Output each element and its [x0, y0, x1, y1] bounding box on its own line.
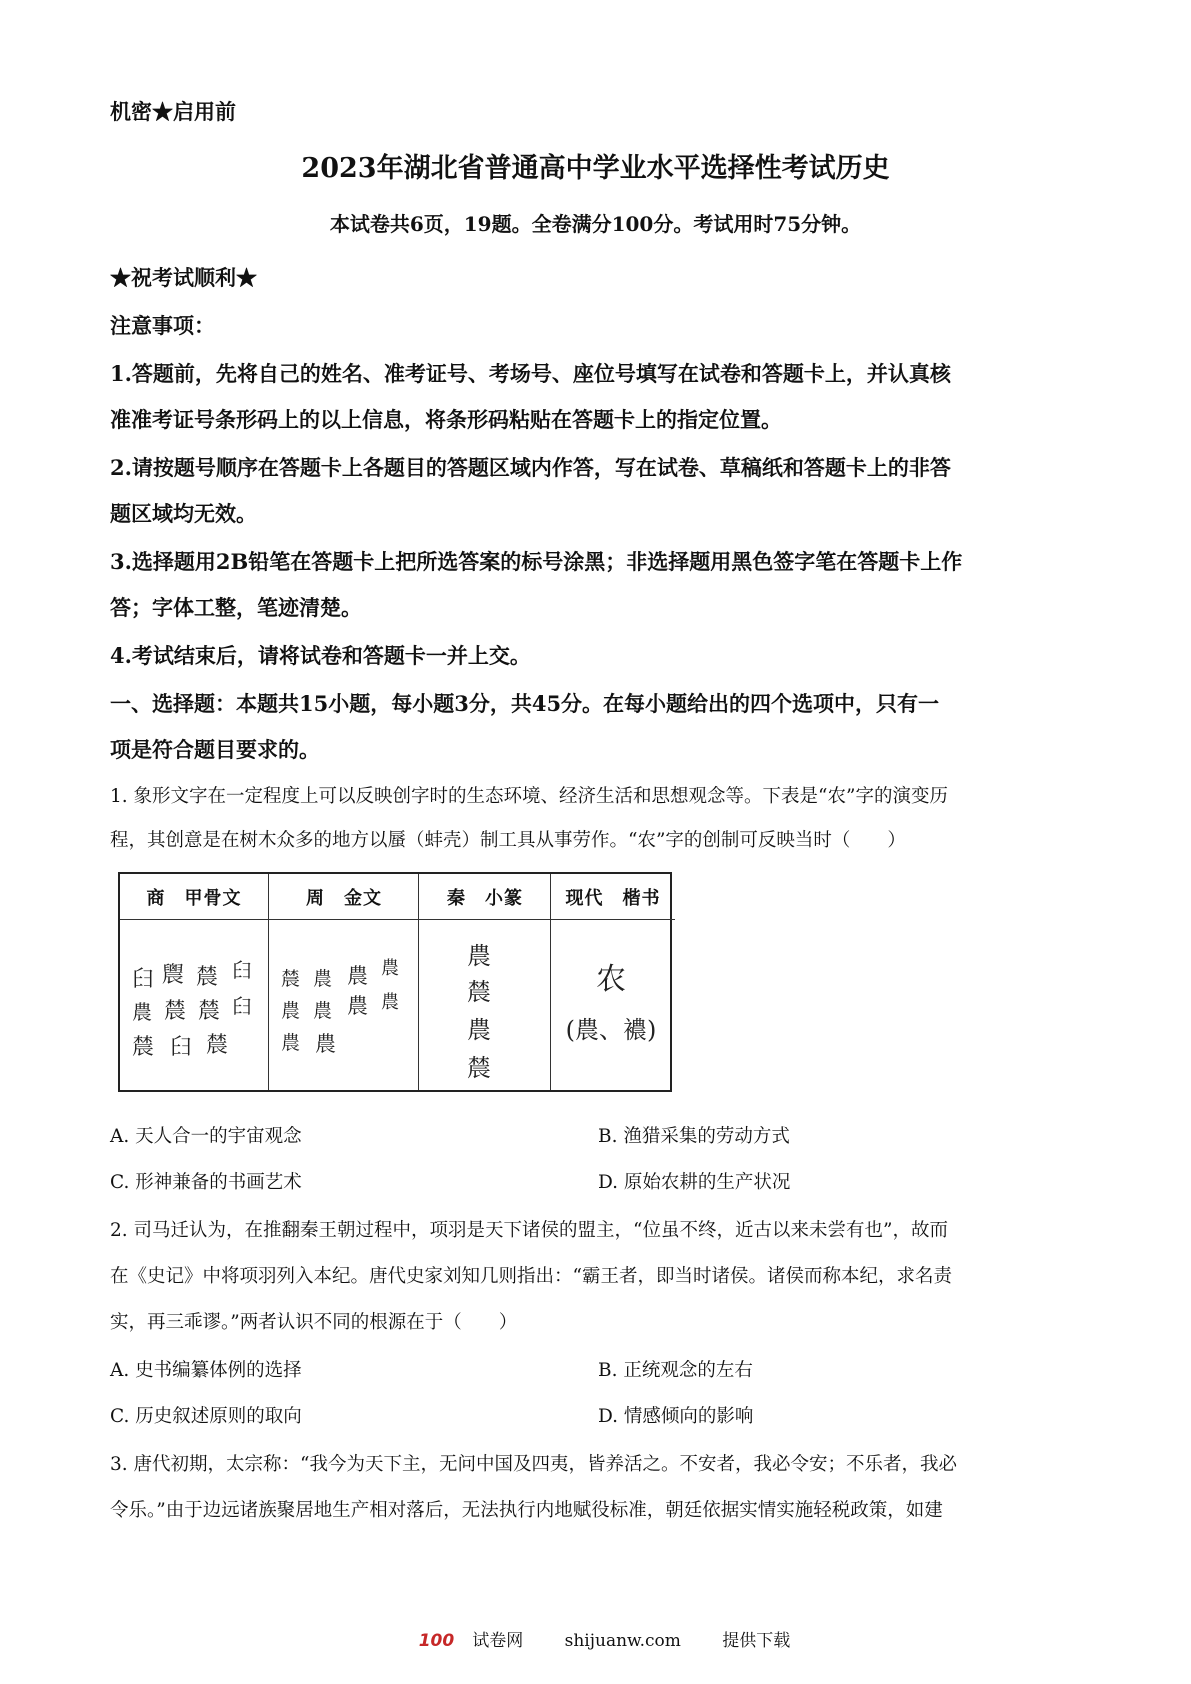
q2-option-c[interactable]: C. 历史叙述原则的取向	[110, 1406, 302, 1427]
table-header: 秦 小篆	[419, 874, 551, 920]
oracle-glyph: 辳	[198, 999, 221, 1024]
q2-stem-cont: 实，再三乖谬。”两者认识不同的根源在于（ ）	[110, 1312, 518, 1333]
bronze-glyph: 農	[381, 992, 399, 1013]
exam-subtitle: 本试卷共6页，19题。全卷满分100分。考试用时75分钟。	[329, 212, 862, 236]
table-header: 现代 楷书	[551, 874, 675, 920]
oracle-glyph: 𦥑	[170, 1035, 193, 1060]
q2-option-b[interactable]: B. 正统观念的左右	[598, 1360, 753, 1381]
bronze-glyph: 農	[381, 958, 399, 979]
confidential-label: 机密★启用前	[110, 99, 236, 124]
q3-stem-cont: 令乐。”由于边远诸族聚居地生产相对落后，无法执行内地赋役标准，朝廷依据实情实施轻税政策，如建	[110, 1500, 943, 1521]
q1-option-c[interactable]: C. 形神兼备的书画艺术	[110, 1172, 302, 1193]
q2-option-a[interactable]: A. 史书编纂体例的选择	[110, 1360, 302, 1381]
oracle-glyph: 辳	[196, 965, 219, 990]
footer-brand[interactable]	[401, 1631, 524, 1651]
col-modern	[550, 874, 675, 1090]
bronze-glyph: 農	[313, 968, 333, 990]
seal-glyph: 農	[467, 942, 491, 970]
bronze-glyph: 農	[281, 1000, 301, 1022]
section-heading: 一、选择题：本题共15小题，每小题3分，共45分。在每小题给出的四个选项中，只有一	[110, 691, 940, 716]
footer-download: 提供下载	[722, 1631, 791, 1651]
table-header: 商 甲骨文	[120, 874, 268, 920]
oracle-glyph: 䢉	[162, 963, 185, 988]
q1-option-d[interactable]: D. 原始农耕的生产状况	[598, 1172, 791, 1193]
page-footer	[0, 1626, 1191, 1651]
q2-stem: 2. 司马迁认为，在推翻秦王朝过程中，项羽是天下诸侯的盟主，“位虽不终，近古以来未尝有也”，故而	[110, 1220, 948, 1241]
shang-glyphs	[120, 924, 268, 1086]
footer-url[interactable]: shijuanw.com	[564, 1631, 681, 1651]
col-shang	[120, 874, 268, 1090]
bronze-glyph: 辳	[281, 968, 301, 990]
notice-line: 准准考证号条形码上的以上信息，将条形码粘贴在答题卡上的指定位置。	[110, 407, 782, 432]
col-zhou	[268, 874, 419, 1090]
modern-glyph: 农	[596, 962, 626, 997]
seal-glyph: 辳	[467, 1054, 491, 1082]
oracle-glyph: 𦥑	[232, 958, 252, 982]
oracle-glyph: 𦥑	[232, 994, 252, 1018]
glyph-evolution-table	[118, 872, 672, 1092]
q2-option-d[interactable]: D. 情感倾向的影响	[598, 1406, 754, 1427]
seal-glyph: 農	[467, 1016, 491, 1044]
oracle-glyph: 辳	[206, 1033, 229, 1058]
oracle-glyph: 辳	[132, 1035, 155, 1060]
notice-heading: 注意事项：	[110, 313, 215, 338]
q1-option-b[interactable]: B. 渔猎采集的劳动方式	[598, 1126, 790, 1147]
notice-line: 答；字体工整，笔迹清楚。	[110, 595, 362, 620]
bronze-glyph: 農	[315, 1032, 336, 1056]
oracle-glyph: 農	[132, 1000, 152, 1024]
modern-variants: (農、襛)	[565, 1016, 657, 1044]
q1-stem-cont: 程，其创意是在树木众多的地方以蜃（蚌壳）制工具从事劳作。“农”字的创制可反映当时（ ）	[110, 830, 906, 851]
bronze-glyph: 農	[347, 964, 368, 988]
notice-line: 3.选择题用2B铅笔在答题卡上把所选答案的标号涂黑；非选择题用黑色签字笔在答题卡上作	[110, 549, 963, 574]
oracle-glyph: 辳	[164, 999, 187, 1024]
q1-option-a[interactable]: A. 天人合一的宇宙观念	[110, 1126, 302, 1147]
bronze-glyph: 農	[281, 1032, 301, 1054]
q2-stem-cont: 在《史记》中将项羽列入本纪。唐代史家刘知几则指出：“霸王者，即当时诸侯。诸侯而称本纪，求名责	[110, 1266, 952, 1287]
zhou-glyphs	[269, 924, 419, 1086]
q3-stem: 3. 唐代初期，太宗称：“我今为天下主，无问中国及四夷，皆养活之。不安者，我必令安；不乐者，我必	[110, 1454, 957, 1475]
bronze-glyph: 農	[347, 994, 368, 1018]
oracle-glyph: 𦥑	[132, 967, 155, 992]
seal-glyph: 辳	[467, 978, 491, 1006]
modern-glyphs	[551, 924, 675, 1086]
page-title: 2023年湖北省普通高中学业水平选择性考试历史	[301, 153, 890, 184]
wish-line: ★祝考试顺利★	[110, 265, 257, 290]
bronze-glyph: 農	[313, 1000, 333, 1022]
notice-line: 1.答题前，先将自己的姓名、准考证号、考场号、座位号填写在试卷和答题卡上，并认真核	[110, 361, 951, 386]
table-header: 周 金文	[269, 874, 419, 920]
notice-line: 题区域均无效。	[110, 501, 257, 526]
notice-line: 2.请按题号顺序在答题卡上各题目的答题区域内作答，写在试卷、草稿纸和答题卡上的非答	[110, 455, 951, 480]
q1-stem: 1. 象形文字在一定程度上可以反映创字时的生态环境、经济生活和思想观念等。下表是“农”字的演变历	[110, 786, 948, 807]
col-qin	[418, 874, 551, 1090]
brand-logo: 100	[418, 1631, 455, 1651]
qin-glyphs	[419, 924, 551, 1086]
section-heading-cont: 项是符合题目要求的。	[110, 737, 320, 762]
brand-name: 试卷网	[472, 1631, 524, 1651]
notice-line: 4.考试结束后，请将试卷和答题卡一并上交。	[110, 643, 531, 668]
